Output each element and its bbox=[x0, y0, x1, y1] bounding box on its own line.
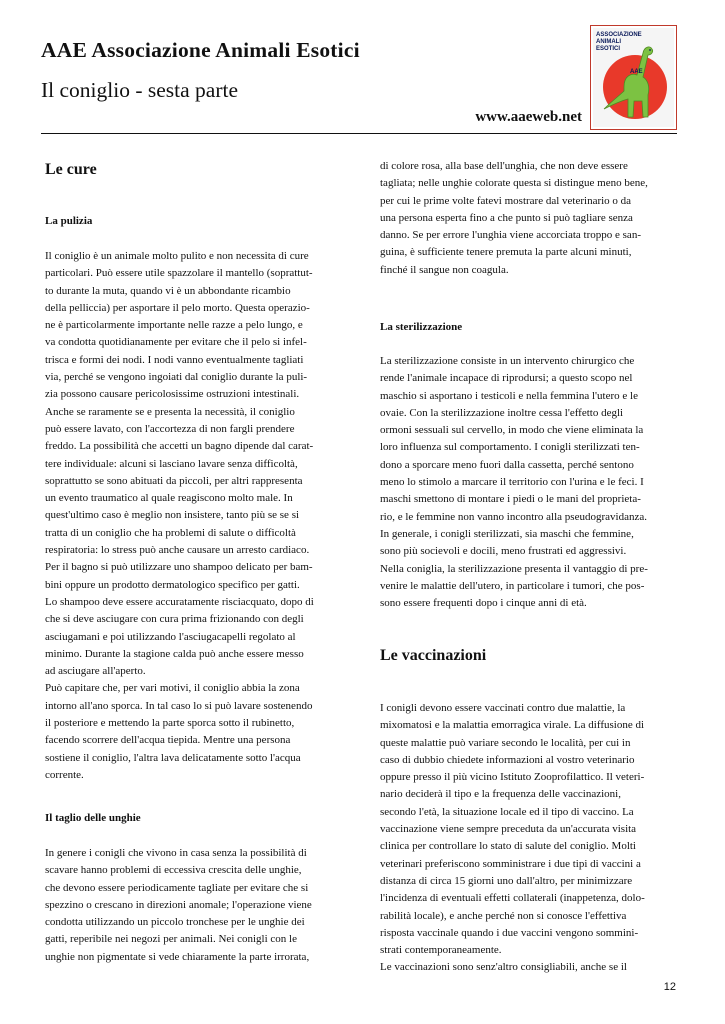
text-line: sostiene il coniglio, l'altra lava delicatamente sotto l'acqua bbox=[45, 751, 301, 764]
text-line: quest'ultimo caso è meglio non insistere, tanto più se se si bbox=[45, 509, 300, 522]
text-line: meno lo stimolo a marcare il territorio con l'urina e le feci. I bbox=[380, 476, 644, 489]
text-line: loro influenza sul comportamento. I conigli sterilizzati ten- bbox=[380, 441, 640, 454]
text-line: Per il bagno si può utilizzare uno shampoo delicato per bam- bbox=[45, 561, 313, 574]
text-line: rende l'animale incapace di riprodursi; a questo scopo nel bbox=[380, 372, 633, 385]
text-line: Il coniglio è un animale molto pulito e non necessita di cure bbox=[45, 250, 309, 262]
text-line: zia possono causare pericolosissime ostruzioni intestinali. bbox=[45, 388, 300, 401]
paragraph-unghie bbox=[45, 845, 345, 966]
text-line: il posteriore e mettendo la parte sporca sotto il rubinetto, bbox=[45, 717, 295, 730]
logo-line-1: ASSOCIAZIONE bbox=[596, 32, 642, 38]
text-line: tratta di un coniglio che ha problemi di salute o difficoltà bbox=[45, 526, 296, 539]
logo-line-3: ESOTICI bbox=[596, 46, 621, 52]
subheading-pulizia: La pulizia bbox=[45, 215, 93, 227]
text-line: finché il sangue non coagula. bbox=[380, 263, 509, 276]
text-line: condotta utilizzando un piccolo tronchese per le unghie dei bbox=[45, 916, 305, 929]
text-line: guina, è sufficiente tenere premuta la parte alcuni minuti, bbox=[380, 246, 632, 259]
text-line: un evento traumatico al quale reagiscono molto male. In bbox=[45, 492, 293, 505]
text-line: Può capitare che, per vari motivi, il coniglio abbia la zona bbox=[45, 682, 300, 695]
header-rule bbox=[41, 133, 677, 134]
text-line: sono essere frequenti dopo i cinque anni di età. bbox=[380, 597, 587, 610]
text-line: respiratoria: lo stress può anche causare un arresto cardiaco. bbox=[45, 544, 310, 557]
logo-line-2: ANIMALI bbox=[596, 39, 621, 45]
text-line: ad asciugare all'aperto. bbox=[45, 665, 146, 678]
text-line: trisca e formi dei nodi. I nodi vanno eventualmente tagliati bbox=[45, 353, 304, 366]
text-line: gatti, reperibile nei negozi per animali. Nei conigli con le bbox=[45, 933, 297, 946]
text-line: mixomatosi e la malattia emorragica virale. La diffusione di bbox=[380, 719, 645, 732]
text-line: maschio si asportano i testicoli e nella femmina l'utero e le bbox=[380, 389, 638, 402]
text-line: strati contemporaneamente. bbox=[380, 944, 502, 957]
text-line: clinica per controllare lo stato di salute del coniglio. Molti bbox=[380, 840, 636, 853]
text-line: La sterilizzazione consiste in un intervento chirurgico che bbox=[380, 355, 635, 367]
text-line: bini oppure un prodotto dermatologico specifico per gatti. bbox=[45, 578, 300, 591]
text-line: unghie non pigmentate si vede chiaramente la parte irrorata, bbox=[45, 950, 310, 963]
text-line: freddo. La possibilità che accetti un bagno dipende dal carat- bbox=[45, 440, 314, 453]
text-line: Nella coniglia, la sterilizzazione presenta il vantaggio di pre- bbox=[380, 562, 648, 575]
text-line: Le vaccinazioni sono senz'altro consigliabili, anche se il bbox=[380, 961, 627, 974]
text-line: scavare hanno problemi di eccessiva crescita delle unghie, bbox=[45, 864, 302, 877]
page-number: 12 bbox=[663, 981, 676, 993]
text-line: asciugamani e poi utilizzando l'asciugacapelli regolato al bbox=[45, 630, 296, 643]
text-line: l'incidenza di eventuali effetti collaterali (inappetenza, dolo- bbox=[380, 892, 645, 905]
text-line: che devono essere periodicamente tagliate per evitare che si bbox=[45, 881, 309, 894]
text-line: una persona esperta fino a che punto si può tagliare senza bbox=[380, 211, 633, 224]
text-line: ne è particolarmente importante nelle razze a pelo lungo, e bbox=[45, 319, 303, 332]
paragraph-sterilizzazione bbox=[380, 353, 680, 612]
text-line: maschi smettono di montare i piedi o le mani del proprieta- bbox=[380, 493, 641, 506]
text-line: corrente. bbox=[45, 768, 84, 781]
text-line: queste malattie può variare secondo le località, per cui in bbox=[380, 736, 631, 749]
text-line: vaccinazione viene sempre preceduta da un'accurata visita bbox=[380, 823, 637, 836]
text-line: Lo shampoo deve essere accuratamente risciacquato, dopo di bbox=[45, 595, 314, 608]
text-line: to durante la muta, quando vi è un abbondante ricambio bbox=[45, 284, 291, 297]
text-line: tagliata; nelle unghie colorate questa si distingue meno bene, bbox=[380, 177, 648, 190]
text-line: soprattutto se sono abituati da piccoli, per altri rappresenta bbox=[45, 474, 303, 487]
text-line: via, perché se vengono ingoiati dal coniglio durante la puli- bbox=[45, 371, 308, 384]
text-line: che si deve asciugare con cura prima frizionando con degli bbox=[45, 613, 304, 626]
text-line: va condotta quotidianamente per evitare che il pelo si infel- bbox=[45, 336, 307, 349]
text-line: sono più socievoli e docili, meno frustrati ed aggressivi. bbox=[380, 545, 627, 558]
text-line: caso di dubbio chiedete informazioni al vostro veterinario bbox=[380, 753, 635, 766]
text-line: tere individuale: alcuni si lasciano lavare senza difficoltà, bbox=[45, 457, 298, 470]
text-line: può essere lavato, con l'accortezza di non fargli prendere bbox=[45, 422, 295, 435]
text-line: ormoni sessuali sul cervello, in modo che viene eliminata la bbox=[380, 424, 644, 437]
text-line: facendo scorrere dell'acqua tiepida. Mentre una persona bbox=[45, 734, 291, 747]
paragraph-unghie-continued bbox=[380, 158, 680, 279]
text-line: secondo l'età, la situazione locale ed il tipo di vaccino. La bbox=[380, 805, 634, 818]
text-line: di colore rosa, alla base dell'unghia, che non deve essere bbox=[380, 160, 628, 172]
text-line: rio, e le femmine non vanno incontro alla pseudogravidanza. bbox=[380, 510, 647, 523]
subheading-unghie: Il taglio delle unghie bbox=[45, 812, 141, 824]
text-line: minimo. Durante la stagione calda può anche essere messo bbox=[45, 647, 304, 660]
text-line: veterinari preferiscono somministrare i due tipi di vaccini a bbox=[380, 857, 641, 870]
text-line: particolari. Può essere utile spazzolare il mantello (soprattut- bbox=[45, 267, 313, 280]
heading-vaccinazioni: Le vaccinazioni bbox=[380, 647, 487, 664]
text-line: per cui le prime volte fatevi mostrare dal veterinario o da bbox=[380, 194, 632, 207]
logo-badge: AAE bbox=[630, 69, 643, 75]
text-line: Anche se raramente se e presenta la necessità, il coniglio bbox=[45, 405, 295, 418]
text-line: ovaie. Con la sterilizzazione inoltre cessa l'effetto degli bbox=[380, 406, 624, 419]
text-line: distanza di circa 15 giorni uno dall'altro, per minimizzare bbox=[380, 874, 633, 887]
text-line: rabilità locale), e anche perché non si conosce l'effettiva bbox=[380, 909, 627, 922]
text-line: In generale, i conigli sterilizzati, sia maschi che femmine, bbox=[380, 527, 634, 540]
aae-logo bbox=[590, 25, 677, 130]
text-line: In genere i conigli che vivono in casa senza la possibilità di bbox=[45, 847, 307, 859]
text-line: oppure presso il più vicino Istituto Zooprofilattico. Il veteri- bbox=[380, 771, 645, 784]
text-line: nario deciderà il tipo e la frequenza delle vaccinazioni, bbox=[380, 788, 621, 801]
text-line: spezzino o crescano in direzioni anomale; l'operazione viene bbox=[45, 898, 312, 911]
article-subtitle: Il coniglio - sesta parte bbox=[41, 78, 239, 102]
text-line: venire le malattie dell'utero, in particolare i tumori, che pos- bbox=[380, 579, 645, 592]
org-title: AAE Associazione Animali Esotici bbox=[41, 38, 360, 62]
text-line: risposta vaccinale quando i due vaccini vengono sommini- bbox=[380, 926, 639, 939]
subheading-sterilizzazione: La sterilizzazione bbox=[380, 321, 463, 333]
text-line: I conigli devono essere vaccinati contro due malattie, la bbox=[380, 702, 626, 714]
website-link[interactable]: www.aaeweb.net bbox=[475, 109, 582, 125]
heading-le-cure: Le cure bbox=[45, 161, 97, 178]
paragraph-vaccinazioni bbox=[380, 700, 680, 977]
text-line: intorno all'ano sporca. In tal caso lo si può lavare sostenendo bbox=[45, 699, 313, 712]
text-line: dono a sporcare meno fuori dalla cassetta, perché sentono bbox=[380, 458, 634, 471]
text-line: danno. Se per errore l'unghia viene accorciata troppo e san- bbox=[380, 229, 641, 242]
paragraph-pulizia bbox=[45, 248, 345, 784]
text-line: della pelliccia) per asportare il pelo morto. Questa operazio- bbox=[45, 301, 310, 314]
